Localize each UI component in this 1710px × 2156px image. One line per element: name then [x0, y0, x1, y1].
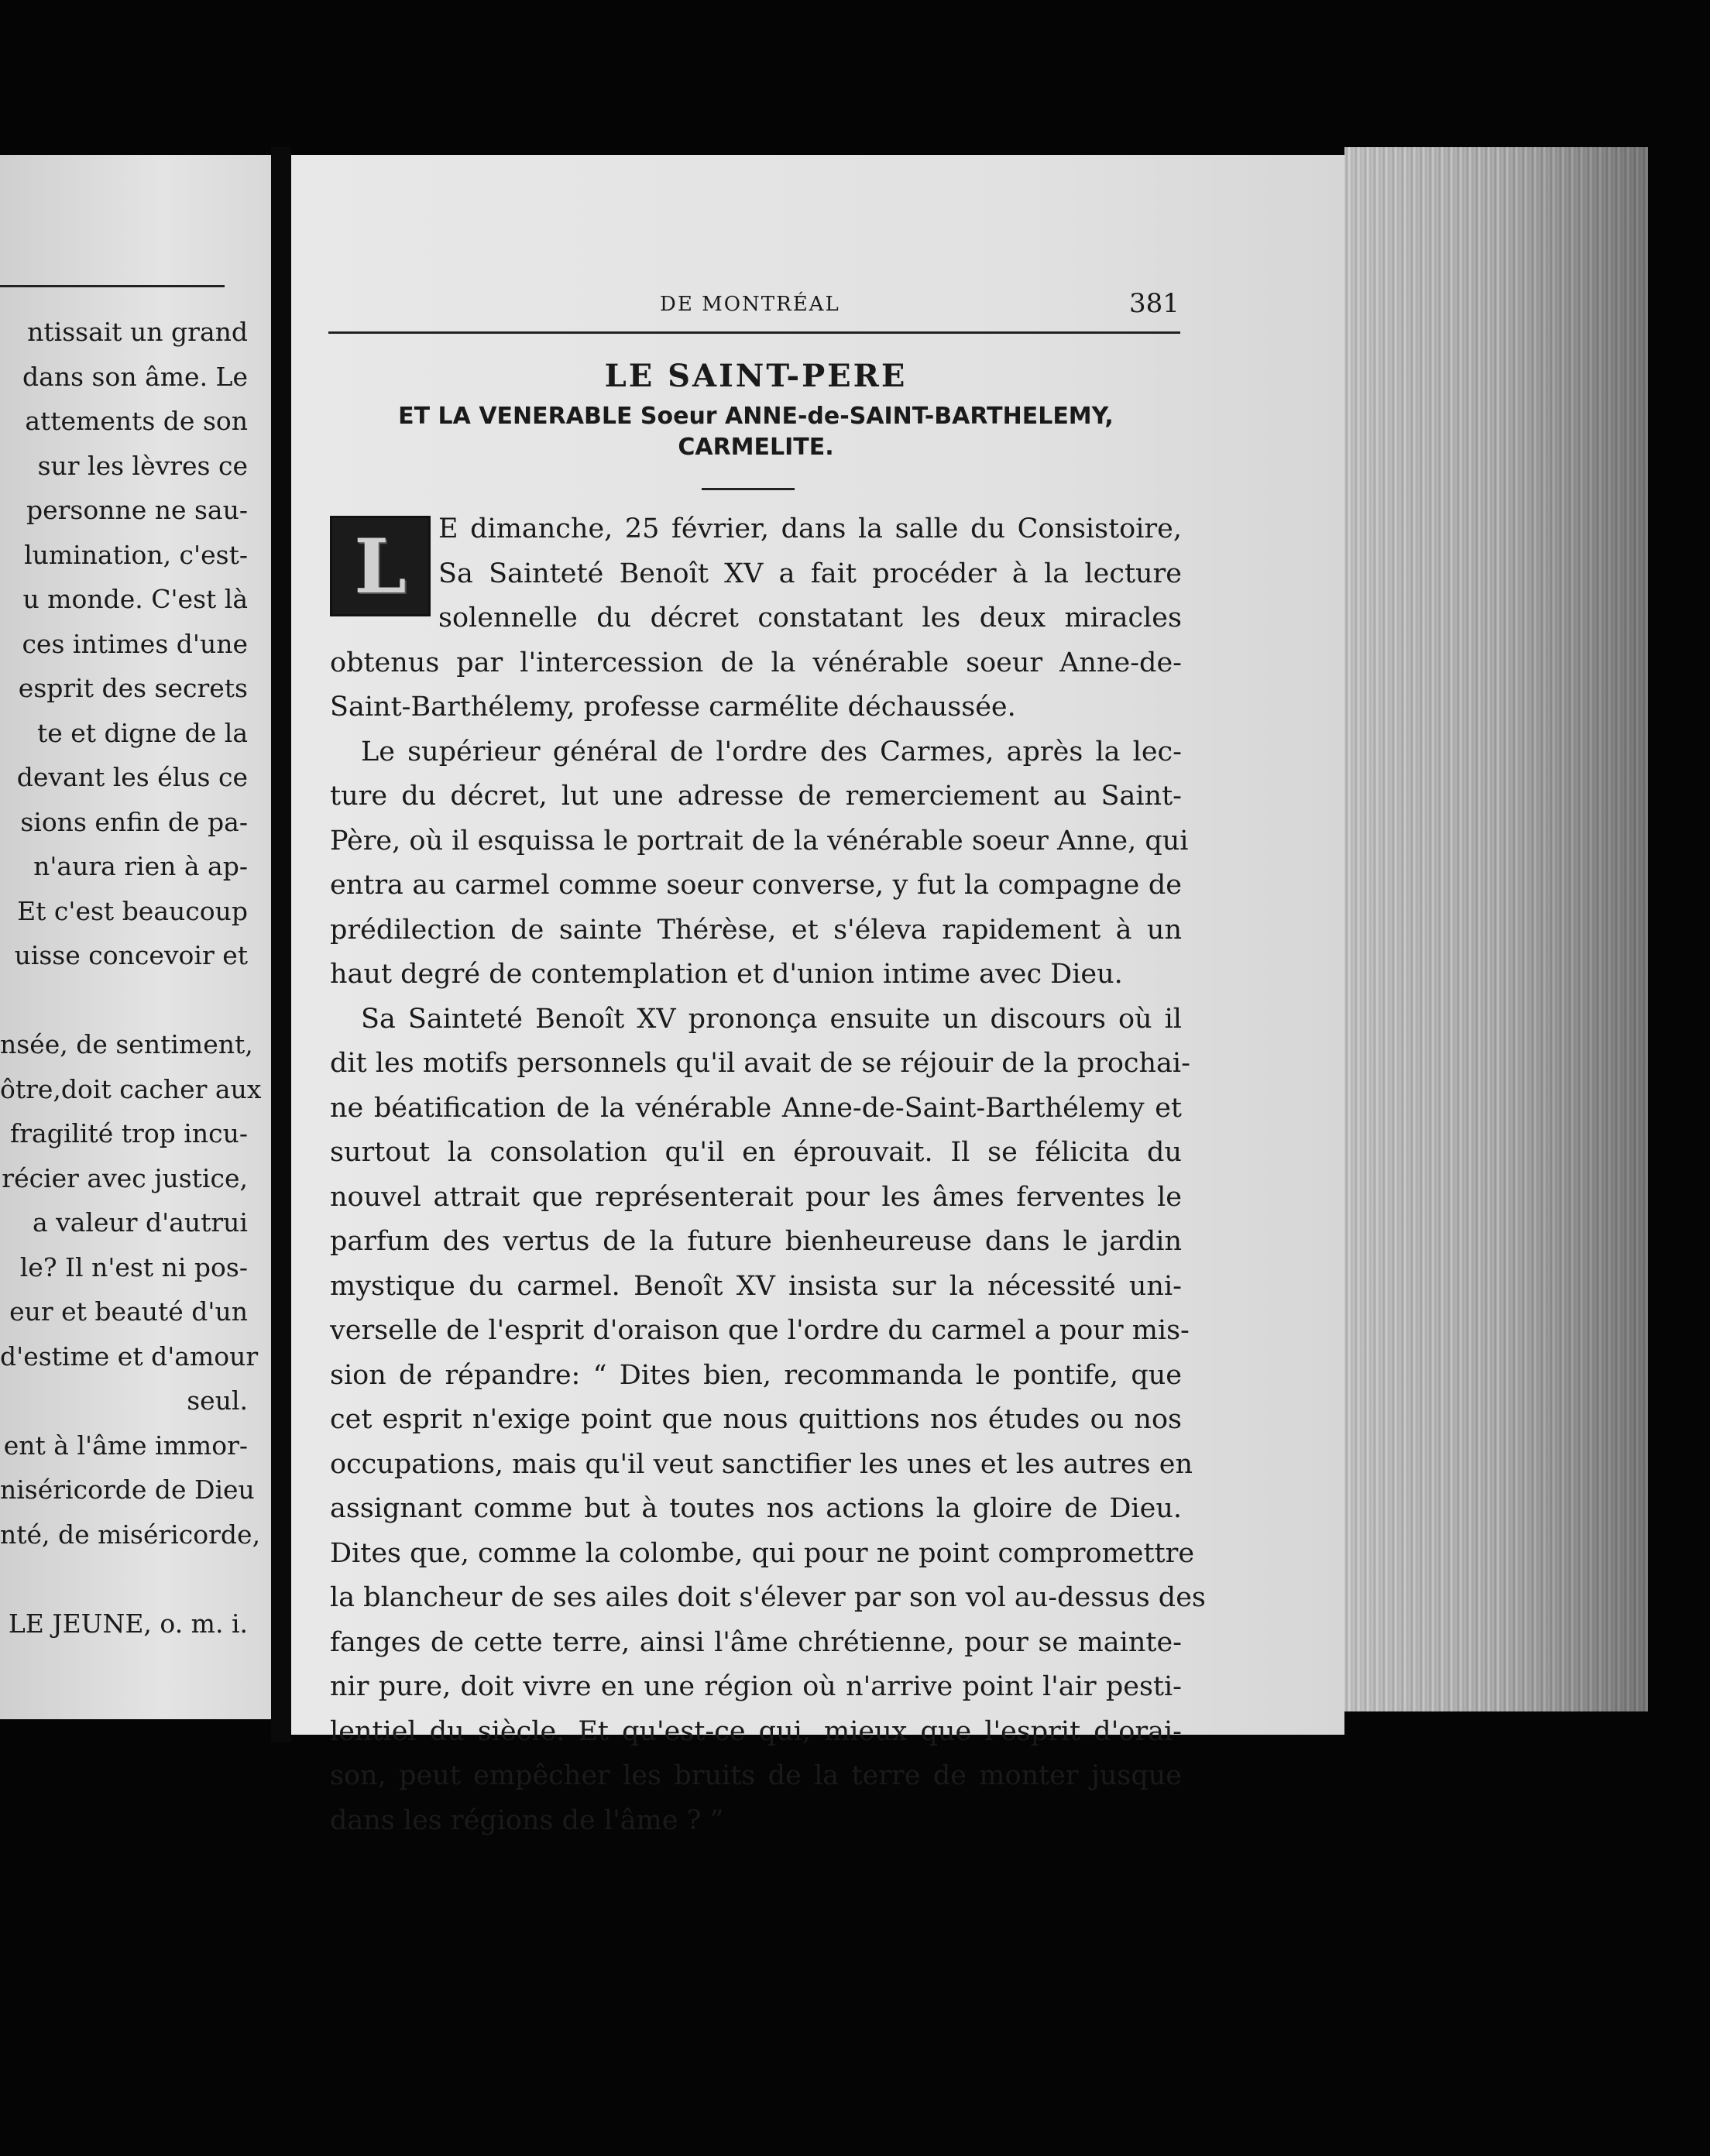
- text-line: n'aura rien à ap-: [33, 851, 248, 881]
- running-title: DE MONTRÉAL: [660, 293, 840, 316]
- text-line: occupations, mais qu'il veut sanctifier les unes et les autres en: [330, 1448, 1193, 1480]
- left-page-rule: [0, 285, 225, 287]
- text-line: solennelle du décret constatant les deux miracles: [438, 603, 1182, 633]
- text-line: lumination, c'est-: [24, 539, 248, 570]
- text-line: sion de répandre: “ Dites bien, recommanda le pontife, que: [330, 1359, 1182, 1391]
- text-line: Saint-Barthélemy, professe carmélite déchaussée.: [330, 692, 1016, 723]
- subtitle-line: CARMELITE.: [678, 434, 834, 461]
- text-line: ne béatification de la vénérable Anne-de-Saint-Barthélemy et: [330, 1092, 1182, 1124]
- text-line: Le supérieur général de l'ordre des Carmes, après la lec-: [361, 736, 1182, 767]
- text-line: entra au carmel comme soeur converse, y fut la compagne de: [330, 870, 1182, 901]
- text-line: dans son âme. Le: [22, 361, 248, 392]
- text-line: [0, 978, 248, 1023]
- text-line: ntissait un grand: [27, 317, 248, 347]
- left-page-text: [0, 310, 262, 1646]
- text-line: sions enfin de pa-: [20, 806, 248, 837]
- article-body: [330, 507, 1206, 1843]
- text-line: son, peut empêcher les bruits de la terre de monter jusque: [330, 1760, 1182, 1791]
- page-edges: [1344, 147, 1648, 1711]
- text-line: Sa Sainteté Benoît XV prononça ensuite un discours où il: [361, 1003, 1182, 1035]
- text-line: sur les lèvres ce: [37, 450, 248, 481]
- text-line: lentiel du siècle. Et qu'est-ce qui, mieux que l'esprit d'orai-: [330, 1715, 1182, 1747]
- text-line: ent à l'âme immor-: [3, 1430, 248, 1461]
- book-gutter: [271, 147, 291, 1742]
- article-subtitle: [322, 401, 1190, 463]
- text-line: fragilité trop incu-: [10, 1118, 248, 1148]
- text-line: Et c'est beaucoup: [17, 895, 248, 926]
- text-line: haut degré de contemplation et d'union intime avec Dieu.: [330, 959, 1123, 990]
- header-rule: [328, 331, 1180, 334]
- text-line: nté, de miséricorde,: [0, 1519, 261, 1550]
- text-line: te et digne de la: [36, 717, 248, 748]
- text-line: uisse concevoir et: [14, 940, 248, 970]
- text-line: cet esprit n'exige point que nous quittions nos études ou nos: [330, 1404, 1182, 1435]
- title-rule: [702, 488, 795, 490]
- text-line: niséricorde de Dieu: [0, 1475, 255, 1505]
- text-line: a valeur d'autrui: [32, 1207, 248, 1238]
- text-line: récier avec justice,: [2, 1162, 248, 1193]
- text-line: obtenus par l'intercession de la vénérable soeur Anne-de-: [330, 647, 1182, 678]
- text-line: assignant comme but à toutes nos actions la gloire de Dieu.: [330, 1493, 1182, 1524]
- subtitle-line: ET LA VENERABLE Soeur ANNE-de-SAINT-BARTHELEMY,: [398, 403, 1114, 430]
- article-title: LE SAINT-PERE: [604, 358, 908, 394]
- text-line: E dimanche, 25 février, dans la salle du Consistoire,: [438, 513, 1182, 544]
- text-line: fanges de cette terre, ainsi l'âme chrétienne, pour se mainte-: [330, 1626, 1182, 1658]
- text-line: devant les élus ce: [16, 762, 248, 792]
- text-line: prédilection de sainte Thérèse, et s'éleva rapidement à un: [330, 914, 1182, 946]
- text-line: ces intimes d'une: [22, 628, 248, 659]
- page-number: 381: [1129, 288, 1179, 319]
- text-line: nsée, de sentiment,: [0, 1029, 253, 1059]
- text-line: ture du décret, lut une adresse de remerciement au Saint-: [330, 781, 1182, 812]
- text-line: Sa Sainteté Benoît XV a fait procéder à la lecture: [438, 558, 1182, 589]
- text-line: dans les régions de l'âme ? ”: [330, 1804, 724, 1836]
- text-line: personne ne sau-: [26, 495, 248, 525]
- text-line: attements de son: [25, 406, 248, 436]
- text-line: esprit des secrets: [18, 673, 248, 703]
- text-line: verselle de l'esprit d'oraison que l'ordre du carmel a pour mis-: [330, 1315, 1190, 1346]
- text-line: la blancheur de ses ailes doit s'élever par son vol au-dessus des: [330, 1582, 1206, 1613]
- text-line: ôtre,doit cacher aux: [0, 1073, 262, 1104]
- right-page: [291, 155, 1344, 1836]
- text-line: nir pure, doit vivre en une région où n'arrive point l'air pesti-: [330, 1671, 1182, 1702]
- text-line: Père, où il esquissa le portrait de la vénérable soeur Anne, qui: [330, 825, 1189, 857]
- text-line: le? Il n'est ni pos-: [19, 1251, 248, 1282]
- text-line: parfum des vertus de la future bienheureuse dans le jardin: [330, 1226, 1182, 1257]
- text-line: dit les motifs personnels qu'il avait de se réjouir de la prochai-: [330, 1048, 1190, 1079]
- text-line: d'estime et d'amour: [0, 1341, 259, 1372]
- text-line: mystique du carmel. Benoît XV insista sur la nécessité uni-: [330, 1270, 1182, 1302]
- text-line: Dites que, comme la colombe, qui pour ne point compromettre: [330, 1537, 1195, 1569]
- text-line: nouvel attrait que représenterait pour les âmes ferventes le: [330, 1181, 1182, 1213]
- text-line: seul.: [187, 1385, 248, 1416]
- drop-cap-letter: L: [354, 522, 407, 610]
- text-line: surtout la consolation qu'il en éprouvait. Il se félicita du: [330, 1137, 1182, 1168]
- page-edges-shade: [1344, 147, 1648, 1711]
- text-line: [0, 1557, 248, 1602]
- running-head: [291, 288, 1182, 331]
- author-signature: LE JEUNE, o. m. i.: [8, 1608, 248, 1639]
- text-line: eur et beauté d'un: [9, 1296, 248, 1327]
- text-line: u monde. C'est là: [22, 584, 248, 614]
- left-page: [0, 155, 271, 1719]
